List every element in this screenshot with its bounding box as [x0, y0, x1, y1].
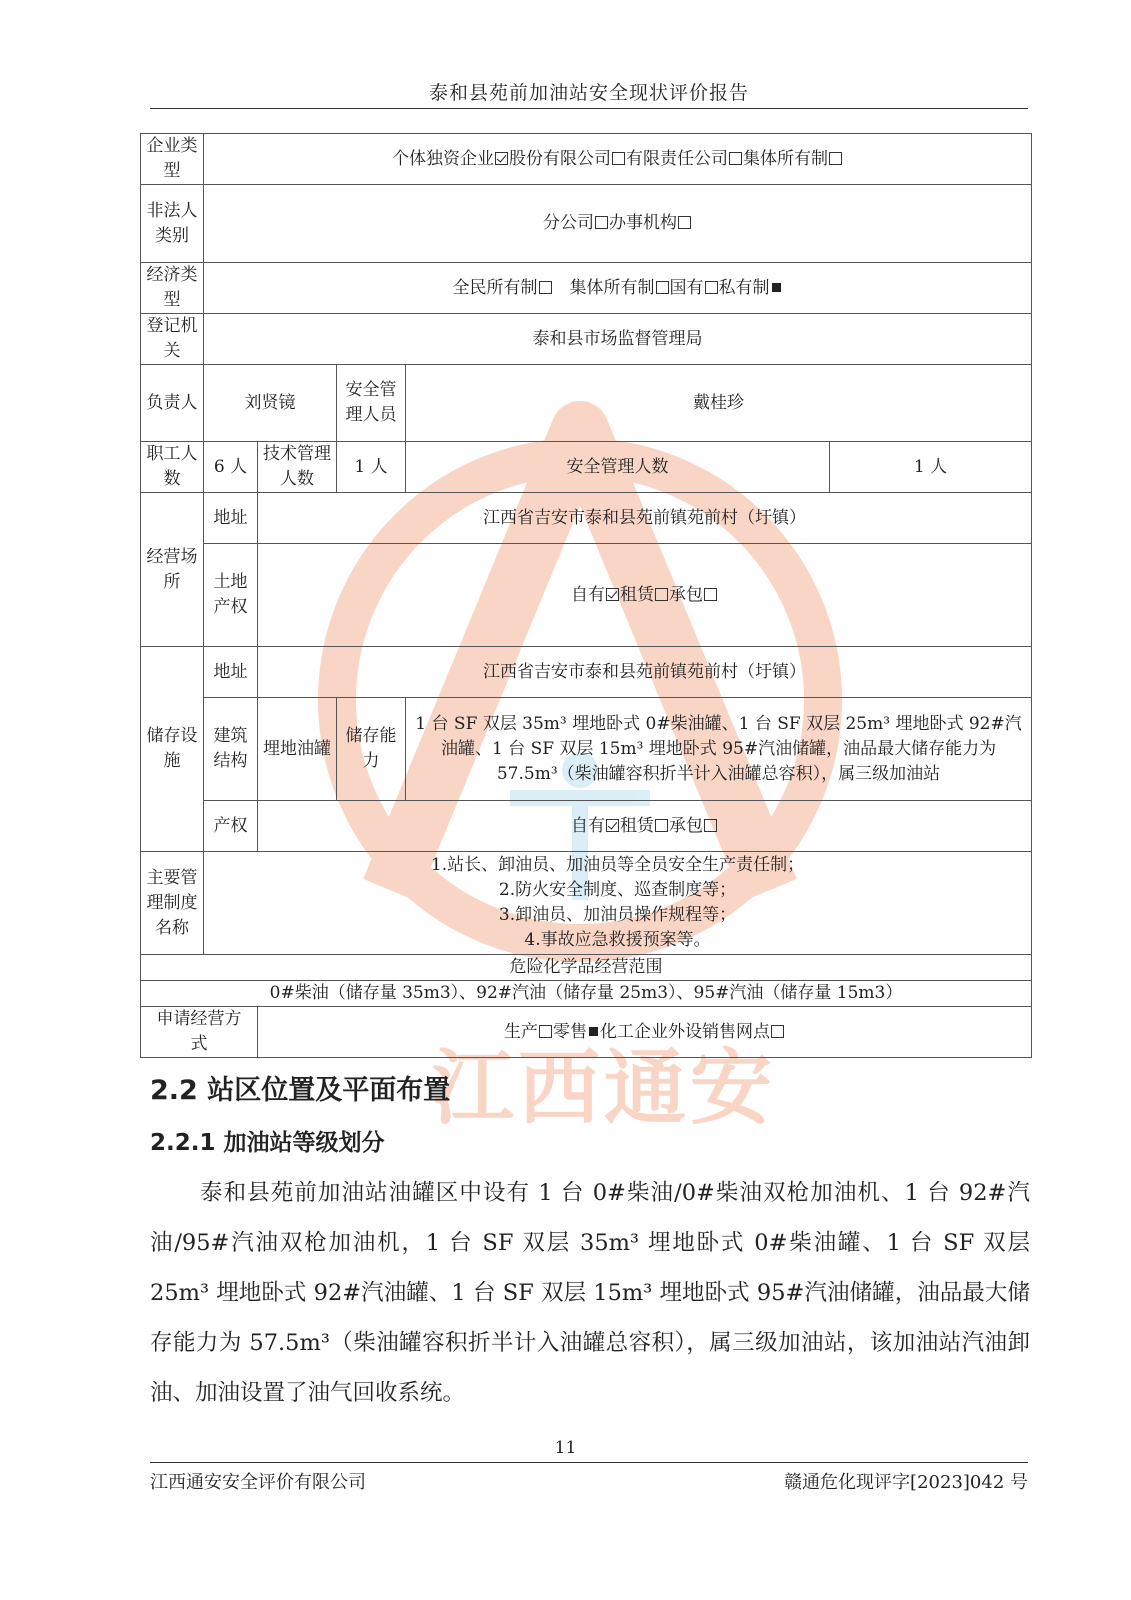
checkbox-filled-icon [589, 1027, 598, 1036]
table-row [141, 801, 1032, 852]
table-row [141, 365, 1032, 442]
principal-value: 刘贤镜 [204, 365, 337, 442]
enterprise-type-value: 个体独资企业 股份有限公司 有限责任公司 集体所有制 [204, 134, 1032, 185]
mgmt-item: 3.卸油员、加油员操作规程等； [498, 905, 737, 925]
checkbox-empty-icon [771, 1025, 784, 1038]
nonlegal-value: 分公司 办事机构 [204, 185, 1032, 263]
footer-rule [150, 1462, 1028, 1463]
mgmt-label: 主要管理制度名称 [141, 852, 204, 955]
safety-count-value: 1 人 [830, 442, 1032, 493]
staff-value: 6 人 [204, 442, 258, 493]
table-row [141, 314, 1032, 365]
enterprise-type-label: 企业类型 [141, 134, 204, 185]
method-value: 生产 零售 化工企业外设销售网点 [258, 1007, 1032, 1058]
premises-label: 经营场所 [141, 493, 204, 647]
checkbox-empty-icon [829, 152, 842, 165]
premises-address-value: 江西省吉安市泰和县苑前镇苑前村（圩镇） [258, 493, 1032, 544]
table-row [141, 698, 1032, 801]
enterprise-info-table [140, 133, 1032, 1058]
checkbox-checked-icon [606, 588, 619, 601]
tech-value: 1 人 [337, 442, 406, 493]
checkbox-empty-icon [539, 281, 552, 294]
page-number: 11 [554, 1438, 577, 1458]
checkbox-empty-icon [704, 819, 717, 832]
table-row [141, 263, 1032, 314]
storage-address-value: 江西省吉安市泰和县苑前镇苑前村（圩镇） [258, 647, 1032, 698]
mgmt-item: 2.防火安全制度、巡查制度等； [498, 880, 737, 900]
scope-value: 0#柴油（储存量 35m3）、92#汽油（储存量 25m3）、95#汽油（储存量 15m3） [141, 981, 1032, 1007]
header-rule [150, 108, 1028, 109]
capacity-label: 储存能力 [337, 698, 406, 801]
registry-value: 泰和县市场监督管理局 [204, 314, 1032, 365]
page-header: 泰和县苑前加油站安全现状评价报告 [428, 82, 749, 104]
checkbox-filled-icon [772, 283, 781, 292]
staff-label: 职工人数 [141, 442, 204, 493]
section-heading: 2.2 站区位置及平面布置 [150, 1075, 451, 1106]
method-label: 申请经营方式 [141, 1007, 258, 1058]
nonlegal-label: 非法人类别 [141, 185, 204, 263]
checkbox-empty-icon [595, 216, 608, 229]
table-row [141, 185, 1032, 263]
property-value: 自有 租赁 承包 [258, 801, 1032, 852]
checkbox-empty-icon [655, 819, 668, 832]
table-row [141, 1007, 1032, 1058]
mgmt-item: 4.事故应急救援预案等。 [524, 930, 711, 950]
tech-label: 技术管理人数 [258, 442, 337, 493]
checkbox-empty-icon [704, 588, 717, 601]
footer-doc-number: 赣通危化现评字[2023]042 号 [784, 1472, 1028, 1493]
checkbox-checked-icon [495, 152, 508, 165]
checkbox-empty-icon [678, 216, 691, 229]
checkbox-empty-icon [705, 281, 718, 294]
safety-mgr-label: 安全管理人员 [337, 365, 406, 442]
subsection-heading: 2.2.1 加油站等级划分 [150, 1130, 385, 1156]
table-row [141, 442, 1032, 493]
table-row [141, 493, 1032, 544]
watermark-text: 江西通安 [431, 1041, 777, 1136]
checkbox-checked-icon [606, 819, 619, 832]
checkbox-empty-icon [729, 152, 742, 165]
principal-label: 负责人 [141, 365, 204, 442]
table-row [141, 544, 1032, 647]
checkbox-empty-icon [656, 281, 669, 294]
mgmt-item: 1.站长、卸油员、加油员等全员安全生产责任制； [430, 855, 805, 875]
checkbox-empty-icon [539, 1025, 552, 1038]
storage-address-label: 地址 [204, 647, 258, 698]
capacity-value: 1 台 SF 双层 35m³ 埋地卧式 0#柴油罐、1 台 SF 双层 25m³ 埋地卧式 92#汽油罐、1 台 SF 双层 15m³ 埋地卧式 95#汽油储罐，油品最大储存能力为 57.5m³（柴油罐容积折半计入油罐总容积），属三级加油站 [406, 698, 1032, 801]
footer-company: 江西通安安全评价有限公司 [150, 1472, 366, 1493]
checkbox-empty-icon [612, 152, 625, 165]
registry-label: 登记机关 [141, 314, 204, 365]
safety-mgr-value: 戴桂珍 [406, 365, 1032, 442]
table-row [141, 955, 1032, 981]
table-row [141, 647, 1032, 698]
body-paragraph: 泰和县苑前加油站油罐区中设有 1 台 0#柴油/0#柴油双枪加油机、1 台 92#汽油/95#汽油双枪加油机，1 台 SF 双层 35m³ 埋地卧式 0#柴油罐、1 台 SF 双层 25m³ 埋地卧式 92#汽油罐、1 台 SF 双层 15m³ 埋地卧式 95#汽油储罐，油品最大储存能力为 57.5m³（柴油罐容积折半计入油罐总容积），属三级加油站，该加油站汽油卸油、加油设置了油气回收系统。 [150, 1180, 1030, 1406]
structure-label: 建筑结构 [204, 698, 258, 801]
storage-label: 储存设施 [141, 647, 204, 852]
safety-count-label: 安全管理人数 [406, 442, 830, 493]
land-value: 自有 租赁 承包 [258, 544, 1032, 647]
table-row [141, 852, 1032, 955]
table-row [141, 981, 1032, 1007]
land-label: 土地产权 [204, 544, 258, 647]
premises-address-label: 地址 [204, 493, 258, 544]
scope-label: 危险化学品经营范围 [141, 955, 1032, 981]
economic-label: 经济类型 [141, 263, 204, 314]
tank-label: 埋地油罐 [258, 698, 337, 801]
table-row [141, 134, 1032, 185]
property-label: 产权 [204, 801, 258, 852]
checkbox-empty-icon [655, 588, 668, 601]
mgmt-list [204, 852, 1032, 955]
economic-value: 全民所有制 集体所有制 国有 私有制 [204, 263, 1032, 314]
